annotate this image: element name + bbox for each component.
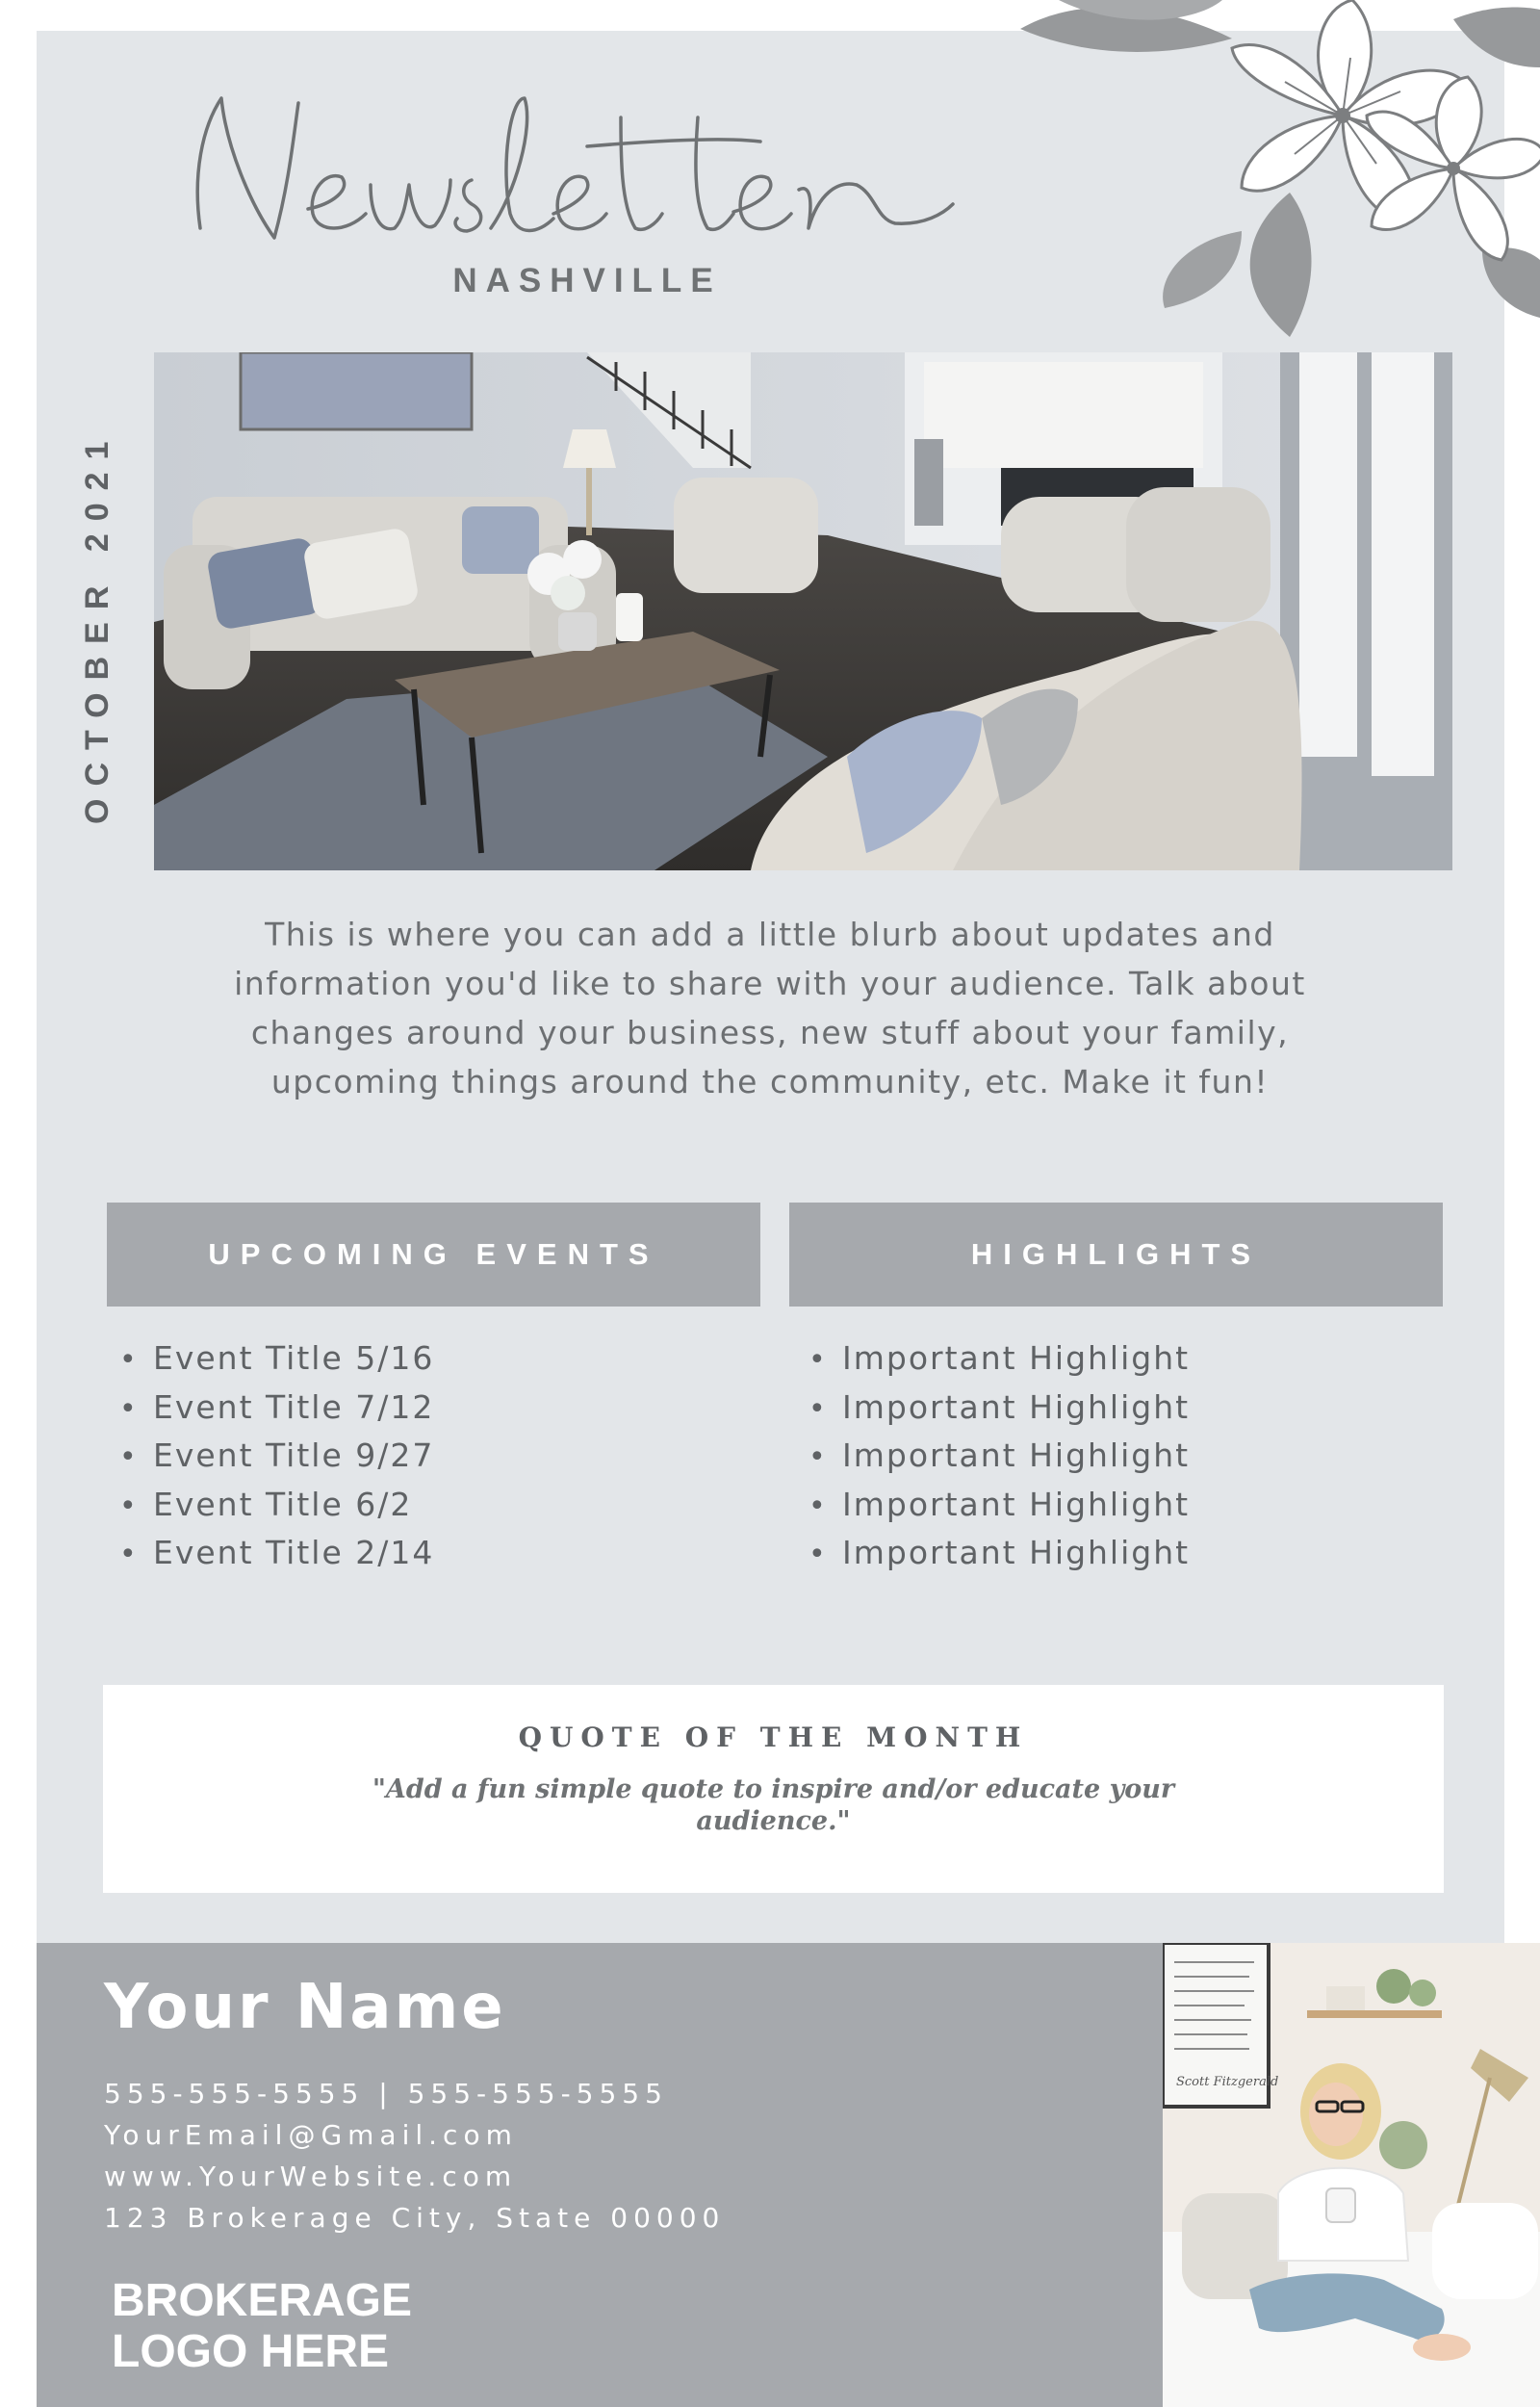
bullet-icon: • (808, 1440, 828, 1474)
upcoming-events-heading: UPCOMING EVENTS (208, 1237, 659, 1271)
agent-name: Your Name (104, 1972, 506, 2043)
hero-living-room-image (154, 352, 1452, 870)
email-link[interactable]: YourEmail@Gmail.com (104, 2119, 518, 2151)
list-item (808, 1432, 1190, 1481)
intro-blurb: This is where you can add a little blurb about updates and information you'd like to share with your audience. Talk about changes around your business, new stuff about your family, upcoming things around the community, etc. Make it fun! (234, 916, 1306, 1100)
highlights-heading: HIGHLIGHTS (970, 1237, 1262, 1271)
upcoming-events-header (107, 1203, 760, 1307)
bullet-icon: • (808, 1343, 828, 1377)
list-item (119, 1432, 434, 1481)
bullet-icon: • (808, 1391, 828, 1426)
brokerage-logo-placeholder (112, 2275, 516, 2377)
phone-numbers: 555-555-5555 | 555-555-5555 (104, 2078, 668, 2109)
city-label: NASHVILLE (452, 262, 722, 299)
highlight-title: Important Highlight (842, 1387, 1191, 1426)
agent-photo (1163, 1943, 1540, 2407)
newsletter-title (183, 60, 1001, 291)
highlight-title: Important Highlight (842, 1339, 1191, 1377)
list-item (119, 1334, 434, 1384)
flower-decoration-icon (1001, 0, 1540, 347)
list-item (119, 1529, 434, 1578)
list-item (808, 1481, 1190, 1530)
list-item (808, 1384, 1190, 1433)
bullet-icon: • (808, 1488, 828, 1523)
event-title: Event Title 9/27 (153, 1436, 435, 1474)
logo-line-2: LOGO HERE (112, 2326, 390, 2377)
event-title: Event Title 2/14 (153, 1534, 435, 1571)
highlights-header (789, 1203, 1443, 1307)
highlight-title: Important Highlight (842, 1534, 1191, 1571)
portrait-sign-text: Scott Fitzgerald (1176, 2075, 1279, 2089)
logo-line-1: BROKERAGE (112, 2275, 413, 2326)
bullet-icon: • (119, 1488, 139, 1523)
bullet-icon: • (119, 1440, 139, 1474)
list-item (808, 1334, 1190, 1384)
highlight-title: Important Highlight (842, 1485, 1191, 1523)
event-title: Event Title 6/2 (153, 1485, 413, 1523)
highlights-list (808, 1334, 1190, 1578)
event-title: Event Title 7/12 (153, 1387, 435, 1426)
bullet-icon: • (119, 1538, 139, 1571)
website-link[interactable]: www.YourWebsite.com (104, 2161, 518, 2192)
quote-heading: QUOTE OF THE MONTH (518, 1721, 1029, 1753)
bullet-icon: • (119, 1343, 139, 1377)
address-text: 123 Brokerage City, State 00000 (104, 2202, 726, 2234)
event-title: Event Title 5/16 (153, 1339, 435, 1377)
issue-date: OCTOBER 2021 (79, 428, 116, 824)
quote-box (103, 1685, 1444, 1893)
events-list (119, 1334, 434, 1578)
list-item (119, 1384, 434, 1433)
list-item (119, 1481, 434, 1530)
list-item (808, 1529, 1190, 1578)
bullet-icon: • (808, 1538, 828, 1571)
quote-text: "Add a fun simple quote to inspire and/or educate your audience." (372, 1774, 1175, 1836)
highlight-title: Important Highlight (842, 1436, 1191, 1474)
bullet-icon: • (119, 1391, 139, 1426)
